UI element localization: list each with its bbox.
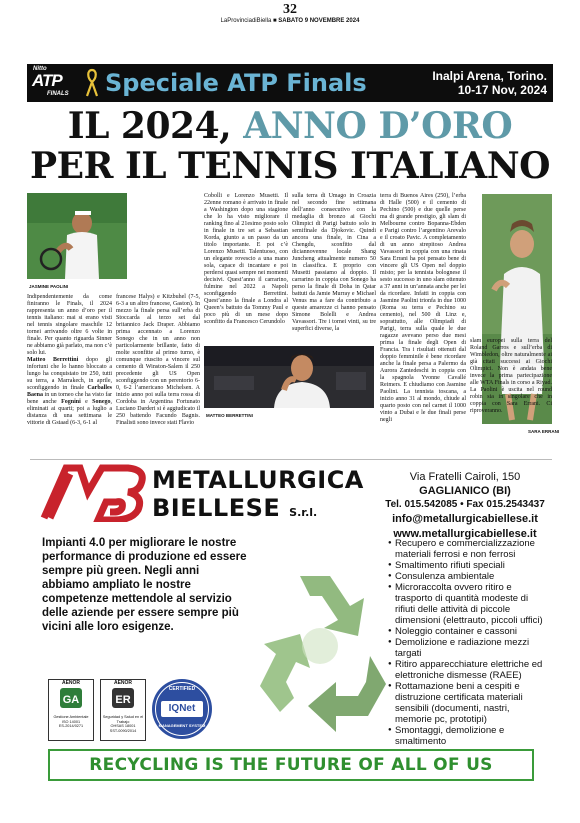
separator [30,459,552,460]
list-item: ● Noleggio container e cassoni [388,626,548,637]
certifications [48,679,218,745]
photo-berrettini [204,346,374,408]
list-item: ● Microraccolta ovvero ritiro e trasporto di quantità modeste di rifiuti delle attività di piccole dimensioni (elettrauto, piccoli uffici) [388,582,548,626]
page-meta: LaProvinciadiBiella ■ SABATO 9 NOVEMBRE 2024 [220,18,360,24]
article-col-6-text: slam europei sulla terra del Roland Garros e sull’erba di Wimbledon, oltre naturalmente ai già citati successi ai Giochi Olimpici. Non è andata bene invece la prima partecipazione alle WTA Finals in corso a Riyad. La Paolini è uscita nel round robin sia in singolare che in coppia con Sara Errani. Ci riproveranno. [470,338,552,414]
article-col-1: Indipendentemente da come finiranno le Finals, il 2024 rappresenta un anno d’oro per il tennis italiano: mai si erano visti nel tennis singolare maschile 12 tornei arrivando oltre 6 volte in finale. Per quanto riguarda Sinner ne abbiamo già parlato, ma non c’è solo lui. Matteo Berrettini dopo gli infortuni che lo hanno bloccato a lungo ha conquistato tre 250, tutti su terra, a Marrakech, in aprile, sconfiggendo in finale Carballes Baena in un torneo che ha visto far bene anche Fognini e Sonego, eliminati ai quarti; poi a luglio a distanza di una settimana le vittorie di Gstaad (6-3, 6-1 al [27,294,112,426]
headline-line-1: IL 2024, ANNO D’ORO [67,105,513,147]
list-item: ● Consulenza ambientale [388,571,548,582]
banner-title: Speciale ATP Finals [105,69,367,97]
caption-paolini: JASMINE PAOLINI [29,284,69,289]
services-list [388,538,548,747]
issue-date: SABATO 9 NOVEMBRE 2024 [278,18,360,24]
headline-line-2: PER IL TENNIS ITALIANO [30,145,550,187]
article-col-4: sulla terra di Umago in Croazia nel secondo fine settimana dell’anno consecutivo con la medaglia di bronzo ai Giochi Olimpici di Parigi battuto solo in semifinale da Djokovic. Quindi ancora una finale, in Cina a Chengdu, sconfitto dal diciannovenne locale Shang Juncheng attualmente numero 50 in classifica. E proprio con Musetti passiamo al doppio. Il carrarino in coppia con Sonego ha perso la finale di Doha in Qatar battuti da Jamie Murray e Michael Venus ma a fare da contributo a queste amarezze ci hanno pensato Simone Bolelli e Andrea Vavassori. Tre i tornei vinti, su tre superfici diverse, la [292,193,376,332]
article-col-5: terra di Buenos Aires (250), l’erba di Halle (500) e il cemento di Pechino (500) e due quelle perse ma di grande prestigio, gli slam di Melbourne contro Bopanna-Ebden e Parigi contro l’argentino Arevalo e il croato Pavic. A completamento di un anno strepitoso Andrea Vavassori in coppia con una rinata Sara Errani ha poi pensato bene di vincere gli US Open nel doppio misto; per la tennista bolognese il sesto successo in uno slam ottenuto a 37 anni in un’annata anche per lei da ricordare. Infatti in coppia con Jasmine Paolini trionfa in due 1000 (Roma su terra e Pechino su cemento), nel 500 di Linz e, soprattutto, alle Olimpiadi di Parigi, terra sulla quale le due ragazze avevano perso due mesi prima la finale degli Open di Francia. Tra i risultati ottenuti dal doppio femminile è bene ricordare anche la finale persa a Palermo da Aurora Zantedeschi in coppia con la spagnola Yvonne Cavallé Reimers. E chiudiamo con Jasmine Paolini. La tennista toscana, a inizio anno 31 al mondo, chiude al quarto posto con nel carnet il 1000 vinto a Dubai e le due finali perse negli [380,193,466,423]
aenor-ohsas-badge: AENOR ER Seguridad y Salud en el Trabajo OHSAS 18001 SST-0090/2014 [100,679,146,741]
caption-errani: SARA ERRANI [528,429,560,434]
list-item: ● Recupero e commercializzazione materiali ferrosi e non ferrosi [388,538,548,560]
recycle-icon [240,536,400,746]
address: Via Fratelli Cairoli, 150 [409,471,521,483]
svg-text:ER: ER [115,694,131,706]
page-header [0,2,580,25]
aenor-ga-icon [56,686,86,710]
list-item: ● Smaltimento rifiuti speciali [388,560,548,571]
phone-fax: Tel. 015.542085 • Fax 015.2543437 [385,499,545,510]
mb-logo-icon [40,464,150,522]
publication-name: LaProvinciadiBiella [220,18,272,24]
photo-paolini [27,193,127,279]
metallurgica-ad [30,464,552,788]
article-col-2: francese Halys) e Kitzbuhel (7-5, 6-3 a un altro francese, Gaston). In mezzo la finale persa sull’erba di Stoccarda al terzo set dal britannico Jack Draper. Abbiamo prima accennato a Lorenzo Sonego che in un anno non particolarmente brillante, fatto di molte sconfitte al primo turno, è comunque riuscito a vincere sul cemento di Winston-Salem il 250 precedente gli US Open sconfiggendo con un perentorio 6-0, 6-2 l’americano Michelsen. A inizio anno poi sulla terra rossa di Cordoba in Argentina Fortunato Luciano Darderi si è aggiudicato il 250 battendo Facundo Bagnis. Finalisti sono invece stati Flavio [116,294,200,426]
page-number: 32 [283,2,297,17]
banner-venue: Inalpi Arena, Torino. 10-17 Nov, 2024 [432,69,547,97]
caption-berrettini: MATTEO BERRETTINI [206,413,253,418]
city: GAGLIANICO (BI) [419,485,511,497]
article-col-3: Cobolli e Lorenzo Musetti. Il 22enne romano è arrivato in finale a Washington dopo una stagione che lo ha visto migliorare il ranking fino al 21esimo posto solo in finale in tre set a Sebastian Korda, giunto a un passo da un titolo importante. E poi c’è Lorenzo Musetti. Talentuoso, con un elegante rovescio a una mano sola, capace di incantare e poi perdersi quasi sempre nei momenti decisivi. Quest’anno il carrarino, fulmine nel 2022 a Napoli sconfiggendo Berrettini. Quest’anno la finale a Londra al Queen’s battuto da Tommy Paul e poco più di un mese dopo sconfitto da Francesco Cerundolo [204,193,288,325]
list-item: ● Demolizione e radiazione mezzi targati [388,637,548,659]
article-col-6-visible [470,338,552,415]
list-item: ● Ritiro apparecchiature elettriche ed elettroniche dismesse (RAEE) [388,659,548,681]
section-banner [27,64,553,102]
website-link[interactable]: www.metallurgicabiellese.it [393,528,537,540]
recycling-tagline: RECYCLING IS THE FUTURE OF ALL OF US [48,749,534,781]
email-link[interactable]: info@metallurgicabiellese.it [392,513,538,525]
aenor-iso14001-badge: AENOR GA Gestione Ambientale ISO 14001 ES-2014/0271 [48,679,94,741]
ad-slogan: Impianti 4.0 per migliorare le nostre performance di produzione ed essere sempre più green. Negli anni abbiamo ampliato le nostre competenze mettendole al servizio delle aziende per essere sempre più vicini alle loro esigenze. [42,537,247,633]
contact-block [380,470,550,541]
ribbon-icon [85,68,99,98]
iqnet-seal: CERTIFIED IQNet MANAGEMENT SYSTEM [152,679,212,739]
company-name: METALLURGICA BIELLESE S.r.l. [152,466,364,522]
svg-text:GA: GA [62,694,80,706]
aenor-er-icon [108,686,138,710]
list-item: ● Rottamazione beni a cespiti e distruzione certificata materiali sensibili (documenti, nastri, memorie pc, prototipi) [388,681,548,725]
atp-finals-logo: Nitto ATP FINALS [32,66,69,97]
list-item: ● Smontaggi, demolizione e smaltimento [388,725,548,747]
